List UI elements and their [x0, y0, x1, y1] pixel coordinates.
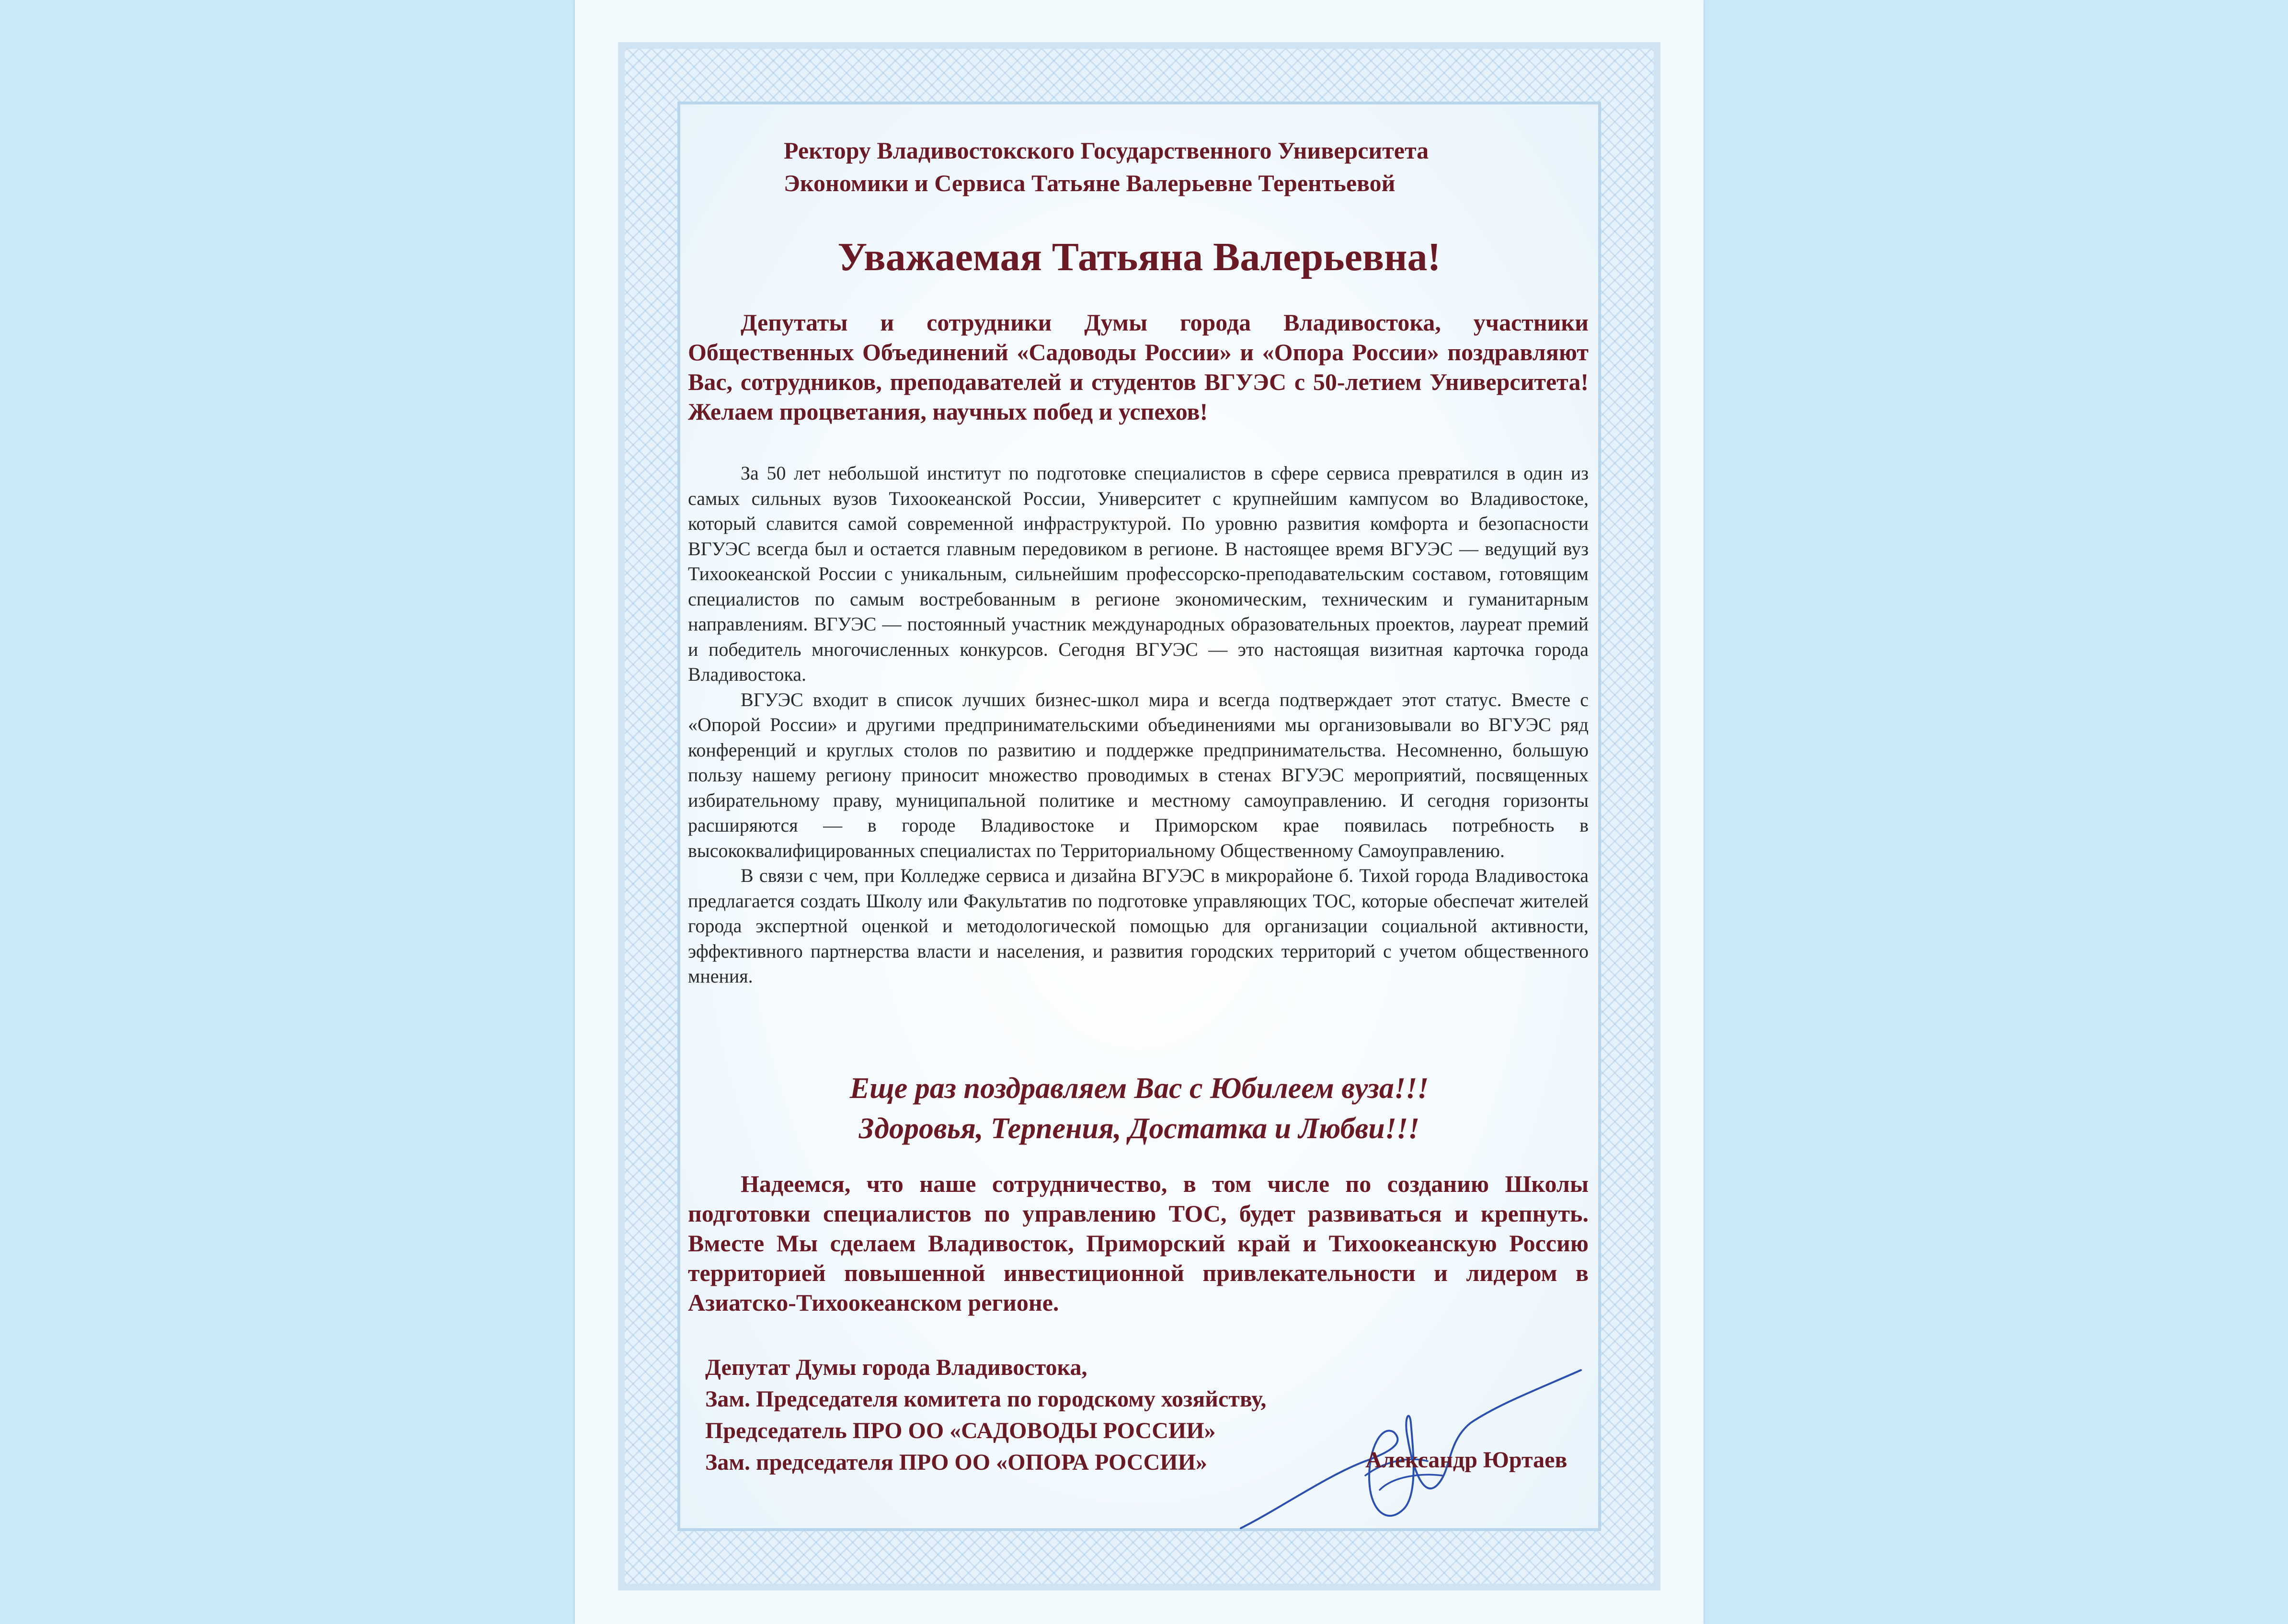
wishes-block: [575, 1068, 1704, 1149]
signatory-title-2: Зам. Председателя комитета по городскому хозяйству,: [705, 1386, 1267, 1412]
signatory-title-4: Зам. председателя ПРО ОО «ОПОРА РОССИИ»: [705, 1450, 1207, 1475]
addressee-line-2: Экономики и Сервиса Татьяне Валерьевне Терентьевой: [784, 170, 1396, 196]
wishes-line-1: Еще раз поздравляем Вас с Юбилеем вуза!!!: [849, 1072, 1429, 1105]
intro-paragraph: Депутаты и сотрудники Думы города Владивостока, участники Общественных Объединений «Садоводы России» и «Опора России» поздравляют Вас, сотрудников, преподавателей и студентов ВГУЭС с 50-летием Университета! Желаем процветания, научных побед и успехов!: [688, 309, 1589, 425]
body-paragraph-1: За 50 лет небольшой институт по подготовке специалистов в сфере сервиса превратился в один из самых сильных вузов Тихоокеанской России, Университет с крупнейшим кампусом во Владивостоке, который славится самой современной инфраструктурой. По уровню развития комфорта и безопасности ВГУЭС всегда был и остается главным передовиком в регионе. В настоящее время ВГУЭС — ведущий вуз Тихоокеанской России с уникальным, сильнейшим профессорско-преподавательским составом, готовящим специалистов по самым востребованным в регионе экономическим, техническим и гуманитарным направлениям. ВГУЭС — постоянный участник международных образовательных проектов, лауреат премий и победитель многочисленных конкурсов. Сегодня ВГУЭС — это настоящая визитная карточка города Владивостока.: [688, 462, 1589, 685]
salutation: Уважаемая Татьяна Валерьевна!: [837, 235, 1441, 279]
body-paragraph-2: ВГУЭС входит в список лучших бизнес-школ мира и всегда подтверждает этот статус. Вместе с «Опорой России» и другими предпринимательскими объединениями мы организовывали во ВГУЭС ряд конференций и круглых столов по развитию и поддержке предпринимательства. Несомненно, большую пользу нашему региону приносит множество проводимых в стенах ВГУЭС мероприятий, посвященных избирательному праву, муниципальной политике и местному самоуправлению. И сегодня горизонты расширяются — в городе Владивостоке и Приморском крае появилась потребность в высококвалифицированных специалистах по Территориальному Общественному Самоуправлению.: [688, 688, 1589, 861]
body-paragraph-3: В связи с чем, при Колледже сервиса и дизайна ВГУЭС в микрорайоне б. Тихой города Владивостока предлагается создать Школу или Факультатив по подготовке управляющих ТОС, которые обеспечат жителей города экспертной оценкой и методологической помощью для организации социальной активности, эффективного партнерства власти и населения, и развития городских территорий с учетом общественного мнения.: [688, 865, 1589, 987]
letter-sheet: [575, 0, 1704, 1624]
wishes-line-2: Здоровья, Терпения, Достатка и Любви!!!: [858, 1112, 1420, 1145]
signatory-name: Александр Юртаев: [1365, 1447, 1567, 1473]
addressee-block: [784, 134, 1522, 199]
signatory-title-1: Депутат Думы города Владивостока,: [705, 1355, 1087, 1380]
closing-paragraph: Надеемся, что наше сотрудничество, в том числе по созданию Школы подготовки специалистов по управлению ТОС, будет развиваться и крепнуть. Вместе Мы сделаем Владивосток, Приморский край и Тихоокеанскую Россию территорией повышенной инвестиционной привлекательности и лидером в Азиатско-Тихоокеанском регионе.: [688, 1170, 1589, 1316]
signatory-title-3: Председатель ПРО ОО «САДОВОДЫ РОССИИ»: [705, 1418, 1216, 1443]
letter-body: [688, 461, 1589, 989]
addressee-line-1: Ректору Владивостокского Государственного Университета: [784, 137, 1429, 164]
